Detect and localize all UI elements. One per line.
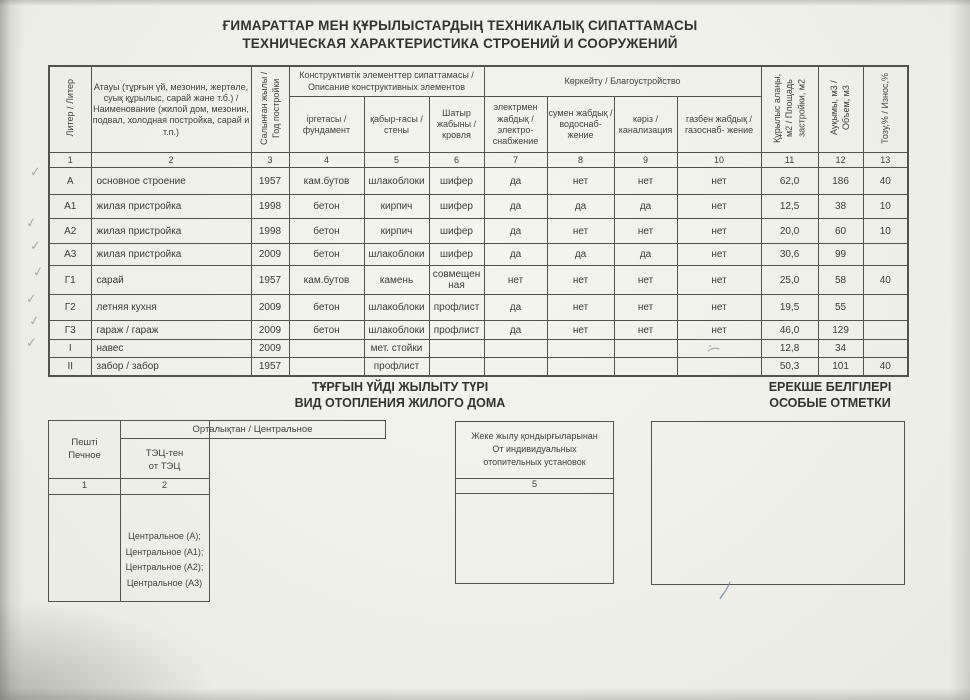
cell-name: навес [91,340,251,358]
pencil-checkmark-icon: ✓ [31,263,46,280]
header-water: сумен жабдық / водоснаб- жение [547,97,614,153]
pencil-checkmark-icon: ✓ [24,214,39,231]
cell-roof [429,340,484,358]
cell-area: 46,0 [761,321,818,340]
table-body [49,153,908,376]
building-row [49,266,908,295]
cell-wear: 40 [863,266,908,295]
cell-walls: шлакоблоки [364,321,429,340]
document-title [0,17,920,53]
cell-roof: шифер [429,195,484,219]
cell-gas: нет [677,266,761,295]
header-volume-label: Ауқымы, м3 / Объем, м3 [829,80,852,136]
cell-walls: камень [364,266,429,295]
cell-wear [863,340,908,358]
central-value-item: Центральное (А3) [126,577,203,588]
cell-area: 25,0 [761,266,818,295]
cell-volume: 58 [818,266,863,295]
cell-liter: II [49,358,91,376]
cell-water: нет [547,321,614,340]
cell-year: 1957 [251,358,289,376]
building-row [49,358,908,376]
header-built-area [761,66,818,153]
cell-electric: да [484,244,547,266]
cell-name: жилая пристройка [91,195,251,219]
notes-title-kk: ЕРЕКШЕ БЕЛГІЛЕРІ [768,380,892,394]
cell-volume: 99 [818,244,863,266]
cell-foundation: кам.бутов [289,266,364,295]
building-row [49,340,908,358]
central-value-item: Центральное (А2); [125,562,204,572]
individual-heating-table [455,421,614,584]
cell-area: 19,5 [761,295,818,321]
column-number: 4 [289,153,364,168]
cell-liter: Г1 [49,266,91,295]
cell-electric: да [484,195,547,219]
column-number: 9 [614,153,677,168]
cell-area: 50,3 [761,358,818,376]
cell-sewer: нет [614,321,677,340]
cell-liter: I [49,340,91,358]
group-header-row [49,66,908,97]
cell-walls: кирпич [364,195,429,219]
stove-column-number: 1 [81,480,88,491]
cell-roof: шифер [429,168,484,195]
header-group-construction: Конструктивтік элементтер сипаттамасы / Описание конструктивных элементов [289,66,484,97]
column-number: 3 [251,153,289,168]
header-built-area-label: Құрылыс алаңы, м2 / Площадь застройки, м2 [772,73,807,143]
header-volume [818,66,863,153]
cell-water [547,340,614,358]
cell-area: 20,0 [761,219,818,244]
central-group-header: Орталықтан / Центральное [120,420,386,439]
building-row [49,168,908,195]
cell-liter: А2 [49,219,91,244]
cell-sewer: да [614,195,677,219]
building-row [49,244,908,266]
heating-section-title [230,379,570,411]
technical-characteristics-table [48,65,909,377]
cell-water: нет [547,168,614,195]
cell-year: 2009 [251,340,289,358]
cell-water: нет [547,295,614,321]
cell-wear [863,321,908,340]
cell-name: основное строение [91,168,251,195]
cell-name: жилая пристройка [91,219,251,244]
cell-sewer: нет [614,168,677,195]
notes-section-title [725,379,935,411]
header-sewer: кәріз / канализация [614,97,677,153]
cell-electric [484,358,547,376]
cell-walls: шлакоблоки [364,295,429,321]
cell-liter: Г2 [49,295,91,321]
header-group-improvement: Көркейту / Благоустройство [484,66,761,97]
cell-wear: 40 [863,168,908,195]
column-number: 11 [761,153,818,168]
cell-year: 1998 [251,195,289,219]
cell-gas [677,358,761,376]
individual-heading-line3: отопительных установок [483,457,586,467]
column-number: 7 [484,153,547,168]
header-liter [49,66,91,153]
cell-year: 2009 [251,321,289,340]
cell-year: 1998 [251,219,289,244]
cell-volume: 60 [818,219,863,244]
cell-water: да [547,244,614,266]
cell-sewer: нет [614,219,677,244]
cell-water: нет [547,266,614,295]
cell-liter: А3 [49,244,91,266]
header-wear-label: Тозу,% / Износ,% [880,72,891,144]
cell-electric: да [484,168,547,195]
notes-title-ru: ОСОБЫЕ ОТМЕТКИ [769,396,891,410]
individual-column-number: 5 [531,479,538,490]
special-notes-box [651,421,905,585]
pen-mark-icon [716,580,734,602]
tec-heading-kk: ТЭЦ-тен [145,448,184,459]
column-number: 6 [429,153,484,168]
cell-roof: профлист [429,321,484,340]
heating-title-kk: ТҰРҒЫН ҮЙДІ ЖЫЛЫТУ ТҮРІ [311,380,489,394]
column-number: 13 [863,153,908,168]
cell-electric: да [484,321,547,340]
cell-gas: нет [677,195,761,219]
column-number: 1 [49,153,91,168]
cell-foundation: бетон [289,195,364,219]
cell-roof [429,358,484,376]
heating-title-ru: ВИД ОТОПЛЕНИЯ ЖИЛОГО ДОМА [294,396,506,410]
header-gas: газбен жабдық / газоснаб- жение [677,97,761,153]
cell-year: 2009 [251,295,289,321]
cell-electric: нет [484,266,547,295]
header-year [251,66,289,153]
cell-volume: 129 [818,321,863,340]
cell-liter: А1 [49,195,91,219]
cell-year: 2009 [251,244,289,266]
cell-gas: нет [677,295,761,321]
cell-sewer: да [614,244,677,266]
header-wear [863,66,908,153]
cell-gas: нет [677,219,761,244]
individual-heading [458,430,611,469]
cell-foundation [289,358,364,376]
cell-wear [863,295,908,321]
cell-sewer [614,358,677,376]
cell-roof: шифер [429,219,484,244]
column-number-row [49,153,908,168]
column-number: 10 [677,153,761,168]
stove-heading-kk: Пешті [71,437,98,448]
document-title-ru: ТЕХНИЧЕСКАЯ ХАРАКТЕРИСТИКА СТРОЕНИЙ И СООРУЖЕНИЙ [242,36,678,51]
cell-liter: Г3 [49,321,91,340]
cell-electric: да [484,219,547,244]
individual-table-line2 [456,493,613,494]
cell-name: жилая пристройка [91,244,251,266]
cell-foundation: бетон [289,295,364,321]
cell-year: 1957 [251,168,289,195]
pencil-checkmark-icon: ✓ [29,163,42,180]
scan-shadow-left [0,0,24,700]
cell-walls: шлакоблоки [364,168,429,195]
cell-area: 62,0 [761,168,818,195]
cell-foundation [289,340,364,358]
column-number: 12 [818,153,863,168]
heating-type-table [48,420,210,602]
pencil-checkmark-icon: ✓ [27,312,42,329]
scan-shadow-corner [0,600,220,700]
cell-walls: мет. стойки [364,340,429,358]
heating-table-line2 [49,494,209,495]
cell-name: летняя кухня [91,295,251,321]
cell-name: сарай [91,266,251,295]
scan-shadow-top [0,0,970,6]
central-value-item: Центральное (А); [128,531,201,541]
cell-foundation: бетон [289,219,364,244]
cell-foundation: бетон [289,321,364,340]
cell-volume: 101 [818,358,863,376]
building-row [49,195,908,219]
header-liter-label: Литер / Литер [65,79,76,137]
column-number: 2 [91,153,251,168]
cell-area: 12,5 [761,195,818,219]
column-number: 5 [364,153,429,168]
cell-water: нет [547,219,614,244]
header-electricity: электрмен жабдық / электро- снабжение [484,97,547,153]
cell-gas: нет [677,168,761,195]
cell-walls: шлакоблоки [364,244,429,266]
cell-name: гараж / гараж [91,321,251,340]
cell-foundation: кам.бутов [289,168,364,195]
cell-gas: нет [677,244,761,266]
cell-gas: нет [677,321,761,340]
cell-sewer: нет [614,295,677,321]
cell-roof: профлист [429,295,484,321]
cell-volume: 55 [818,295,863,321]
central-value-item: Центральное (А1); [125,546,204,557]
stove-heading-ru: Печное [68,450,101,461]
individual-heading-line1: Жеке жылу қондырғыларынан [471,431,598,441]
cell-walls: профлист [364,358,429,376]
cell-wear: 10 [863,195,908,219]
cell-volume: 34 [818,340,863,358]
header-name: Атауы (тұрғын үй, мезонин, жертөле, суық құрылыс, сарай және т.б.) / Наименование (жилой дом, мезонин, подвал, холодная постройка, сарай и т.п.) [91,66,251,153]
cell-foundation: бетон [289,244,364,266]
header-year-label: Салынған жылы / Год постройки [258,71,281,145]
cell-electric [484,340,547,358]
heating-table-line1 [49,478,209,479]
pencil-mark-icon [706,343,722,355]
cell-liter: А [49,168,91,195]
cell-area: 12,8 [761,340,818,358]
building-row [49,321,908,340]
pencil-checkmark-icon: ✓ [25,290,38,307]
central-values-list [117,529,212,591]
tec-column-number: 2 [161,480,168,491]
cell-water [547,358,614,376]
cell-name: забор / забор [91,358,251,376]
cell-sewer [614,340,677,358]
pencil-checkmark-icon: ✓ [25,334,38,351]
cell-electric: да [484,295,547,321]
cell-area: 30,6 [761,244,818,266]
cell-wear [863,244,908,266]
cell-wear: 10 [863,219,908,244]
header-roof: Шатыр жабыны / кровля [429,97,484,153]
cell-walls: кирпич [364,219,429,244]
document-title-kk: ҒИМАРАТТАР МЕН ҚҰРЫЛЫСТАРДЫҢ ТЕХНИКАЛЫҚ СИПАТТАМАСЫ [222,18,698,33]
cell-roof: шифер [429,244,484,266]
cell-water: да [547,195,614,219]
tec-heading-ru: от ТЭЦ [148,461,181,472]
header-foundation: іргетасы / фундамент [289,97,364,153]
cell-year: 1957 [251,266,289,295]
cell-volume: 38 [818,195,863,219]
header-walls: қабыр-ғасы / стены [364,97,429,153]
pencil-checkmark-icon: ✓ [29,237,42,254]
column-number: 8 [547,153,614,168]
stove-heading [49,436,120,462]
cell-volume: 186 [818,168,863,195]
cell-sewer: нет [614,266,677,295]
scan-shadow-right [950,0,970,700]
individual-heading-line2: От индивидуальных [492,444,577,454]
building-row [49,295,908,321]
cell-roof: совмещен ная [429,266,484,295]
tec-heading [121,447,208,473]
cell-wear: 40 [863,358,908,376]
building-row [49,219,908,244]
